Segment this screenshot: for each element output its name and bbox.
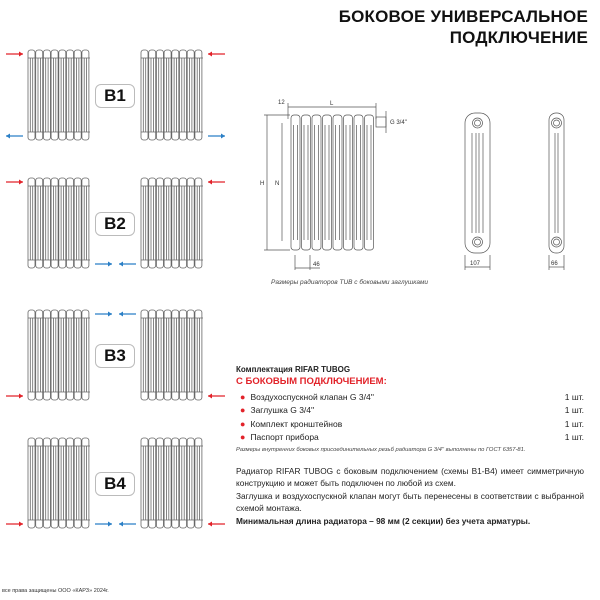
supply-arrow-icon <box>208 394 225 399</box>
dim-axis: N <box>275 181 280 187</box>
dim-length: L <box>330 101 334 107</box>
description-p3: Минимальная длина радиатора – 98 мм (2 секции) без учета арматуры. <box>236 515 531 526</box>
scheme-label: B3 <box>95 344 135 368</box>
kit-item <box>236 431 584 445</box>
kit-section <box>236 365 584 453</box>
supply-arrow-icon <box>6 522 23 527</box>
kit-item <box>236 390 584 404</box>
supply-arrow-icon <box>6 52 23 57</box>
dim-12: 12 <box>278 100 285 106</box>
bullet-icon: ● <box>240 391 246 402</box>
bullet-icon: ● <box>240 432 246 443</box>
dim-height: H <box>260 181 265 187</box>
radiator-dimension-svg <box>260 95 600 290</box>
supply-arrow-icon <box>6 180 23 185</box>
dim-thread: G 3/4'' <box>390 120 407 126</box>
kit-item <box>236 404 584 418</box>
radiator-section <box>323 115 332 250</box>
dim-depth-107: 107 <box>470 261 481 267</box>
kit-item-qty: 1 шт. <box>564 405 584 416</box>
kit-item-name: ● Комплект кронштейнов <box>240 418 343 429</box>
return-arrow-icon <box>119 312 136 317</box>
dim-46: 46 <box>313 262 320 268</box>
kit-item <box>236 417 584 431</box>
supply-arrow-icon <box>208 522 225 527</box>
return-arrow-icon <box>208 134 225 139</box>
dim-depth-66: 66 <box>551 261 558 267</box>
kit-item-qty: 1 шт. <box>564 391 584 402</box>
page-title: БОКОВОЕ УНИВЕРСАЛЬНОЕ ПОДКЛЮЧЕНИЕ <box>338 7 588 47</box>
supply-arrow-icon <box>6 394 23 399</box>
kit-subtitle: С БОКОВЫМ ПОДКЛЮЧЕНИЕМ: <box>236 376 387 387</box>
kit-item-qty: 1 шт. <box>564 418 584 429</box>
drawing-caption: Размеры радиаторов TUB с боковыми заглушками <box>271 279 429 286</box>
kit-item-name: ● Заглушка G 3/4'' <box>240 405 315 416</box>
bullet-icon: ● <box>240 418 246 429</box>
radiator-section <box>365 115 374 250</box>
supply-arrow-icon <box>208 52 225 57</box>
description-p2: Заглушка и воздухоспускной клапан могут быть перенесены в соответствии с выбранной схемой монтажа. <box>236 490 584 514</box>
radiator-section <box>354 115 363 250</box>
bullet-icon: ● <box>240 405 246 416</box>
scheme-label: B2 <box>95 212 135 236</box>
radiator-section <box>302 115 311 250</box>
kit-item-name: ● Паспорт прибора <box>240 432 319 443</box>
radiator-section <box>291 115 300 250</box>
scheme-label: B1 <box>95 84 135 108</box>
return-arrow-icon <box>95 522 112 527</box>
return-arrow-icon <box>95 262 112 267</box>
return-arrow-icon <box>6 134 23 139</box>
kit-title: Комплектация RIFAR TUBOG <box>236 365 351 374</box>
description <box>236 465 584 527</box>
radiator-section <box>312 115 321 250</box>
return-arrow-icon <box>119 262 136 267</box>
dimension-drawing <box>260 95 600 290</box>
supply-arrow-icon <box>208 180 225 185</box>
kit-note: Размеры внутренних боковых присоединительных резьб радиатора G 3/4'' выполнены по ГОСТ 6357-81. <box>236 447 526 453</box>
copyright: все права защищены ООО «КАРЗ» 2024г. <box>2 588 109 594</box>
radiator-section <box>344 115 353 250</box>
return-arrow-icon <box>119 522 136 527</box>
kit-item-qty: 1 шт. <box>564 432 584 443</box>
return-arrow-icon <box>95 312 112 317</box>
scheme-label: B4 <box>95 472 135 496</box>
radiator-section <box>333 115 342 250</box>
description-p1: Радиатор RIFAR TUBOG с боковым подключением (схемы B1-B4) имеет симметричную конструкцию и может быть подключен по любой из схем. <box>236 466 584 489</box>
kit-item-name: ● Воздухоспускной клапан G 3/4'' <box>240 391 374 402</box>
